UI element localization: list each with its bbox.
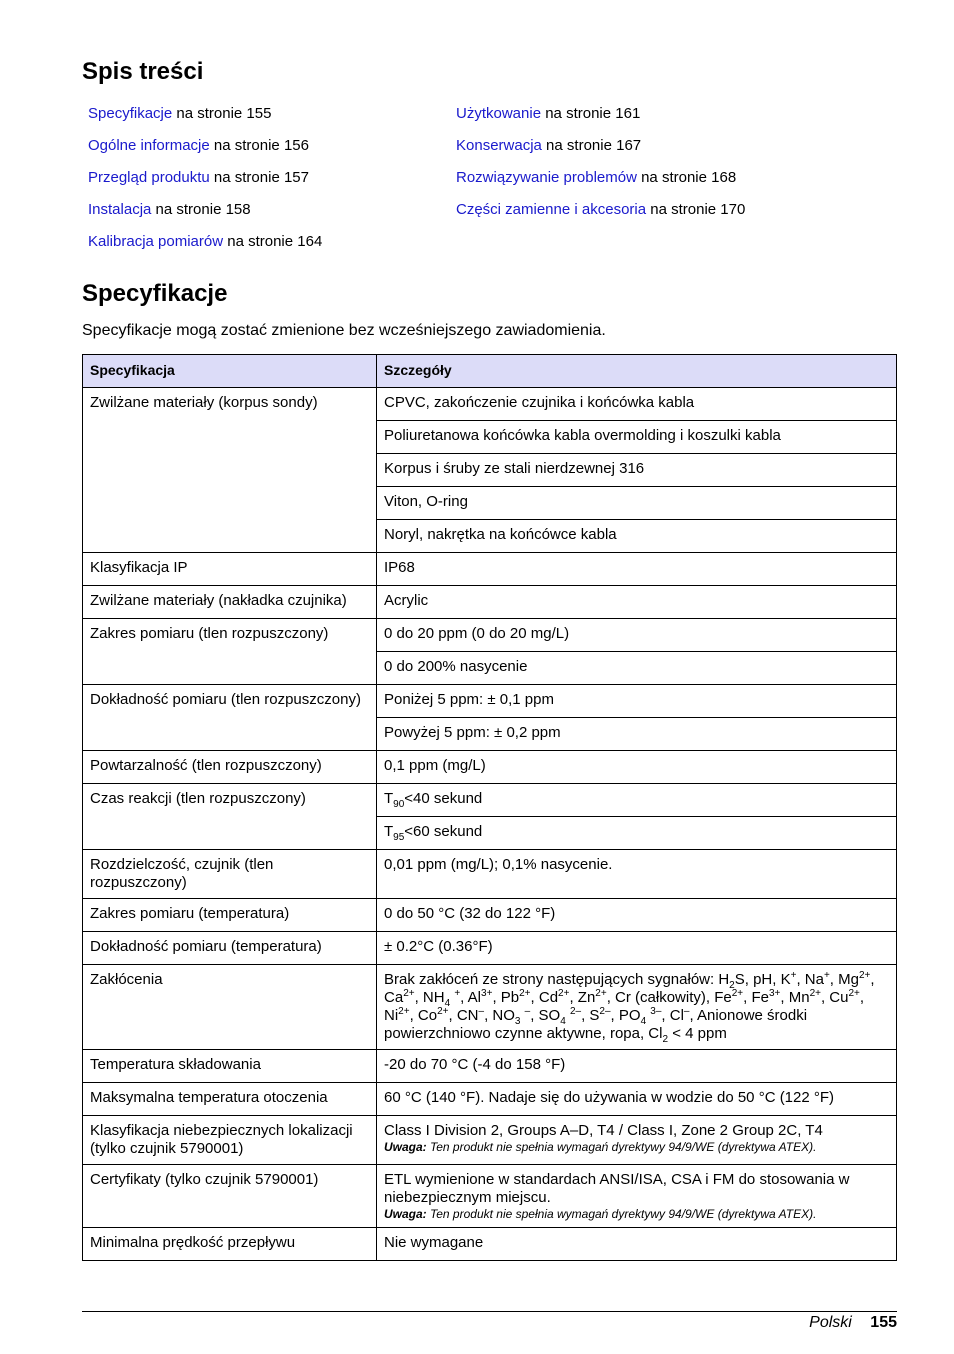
footer-language: Polski xyxy=(809,1314,852,1331)
spec-detail-text: Powyżej 5 ppm: ± 0,2 ppm xyxy=(384,724,561,741)
spec-name-cell: Temperatura składowania xyxy=(83,1050,377,1083)
spec-detail-text: Noryl, nakrętka na końcówce kabla xyxy=(384,526,617,543)
table-row xyxy=(83,586,897,619)
toc-column-right xyxy=(456,104,745,232)
toc-item xyxy=(456,136,745,168)
toc-page-ref: na stronie 168 xyxy=(636,169,737,186)
spec-detail-text: 60 °C (140 °F). Nadaje się do używania w wodzie do 50 °C (122 °F) xyxy=(384,1089,835,1106)
table-row xyxy=(83,850,897,899)
spec-name-cell: Zakres pomiaru (temperatura) xyxy=(83,899,377,932)
spec-name-cell: Zwilżane materiały (nakładka czujnika) xyxy=(83,586,377,619)
table-header-row xyxy=(83,355,897,388)
toc-link[interactable]: Specyfikacje xyxy=(88,105,173,122)
spec-detail-text: Korpus i śruby ze stali nierdzewnej 316 xyxy=(384,460,645,477)
spec-detail-text: CPVC, zakończenie czujnika i końcówka kabla xyxy=(384,394,695,411)
toc-page-ref: na stronie 156 xyxy=(209,137,309,154)
spec-detail-text: Poliuretanowa końcówka kabla overmolding i koszulki kabla xyxy=(384,427,781,444)
table-row xyxy=(83,932,897,965)
spec-detail-text: Class I Division 2, Groups A–D, T4 / Class I, Zone 2 Group 2C, T4 xyxy=(384,1122,823,1139)
spec-detail-cell xyxy=(377,965,897,1050)
spec-name-cell: Klasyfikacja niebezpiecznych lokalizacji (tylko czujnik 5790001) xyxy=(83,1116,377,1165)
toc-item xyxy=(88,104,322,136)
note: Uwaga: Ten produkt nie spełnia wymagań dyrektywy 94/9/WE (dyrektywa ATEX). xyxy=(384,1207,817,1221)
table-row xyxy=(83,619,897,652)
spec-detail-cell xyxy=(377,718,897,751)
spec-table-body xyxy=(83,388,897,1261)
toc-link[interactable]: Instalacja xyxy=(88,201,152,218)
table-row xyxy=(83,1050,897,1083)
spec-name-cell: Dokładność pomiaru (tlen rozpuszczony) xyxy=(83,685,377,751)
spec-detail-cell xyxy=(377,652,897,685)
toc-page-ref: na stronie 157 xyxy=(209,169,309,186)
table-row xyxy=(83,751,897,784)
spec-name-cell: Zwilżane materiały (korpus sondy) xyxy=(83,388,377,553)
spec-detail-cell xyxy=(377,619,897,652)
spec-detail-cell xyxy=(377,586,897,619)
spec-detail-text: Brak zakłóceń ze strony następujących sygnałów: $H_2S$, pH, K+, Na+, $Mg^{2+}$, $Ca^{2+}$, $NH_4$ +, $Al^{3+}$, $Pb^{2+}$, $Cd^{2+}$, $Zn^{2+}$, Cr (całkowity), $Fe^{2+}$, $Fe^{3+}$, $Mn^{2+}$, $Cu^{2+}$, $Ni^{2+}$, $Co^{2+}$, CN–, $NO_3$ –, $SO_4$ $^{2-}$, $S^{2-}$, $PO_4$ $^{3-}$, Cl–, Anionowe środki powierzchniowo czynne aktywne, ropa, $Cl_2 < 4$ ppm xyxy=(384,970,875,1045)
intro-text: Specyfikacje mogą zostać zmienione bez wcześniejszego zawiadomienia. xyxy=(82,322,606,339)
toc-item xyxy=(88,232,322,264)
toc-column-left xyxy=(88,104,322,264)
spec-detail-text: 0 do 20 ppm (0 do 20 mg/L) xyxy=(384,625,570,642)
toc-link[interactable]: Ogólne informacje xyxy=(88,137,210,154)
spec-detail-cell xyxy=(377,487,897,520)
table-row xyxy=(83,553,897,586)
spec-detail-text: Viton, O-ring xyxy=(384,493,468,510)
toc-item xyxy=(456,168,745,200)
table-row xyxy=(83,1165,897,1228)
spec-detail-cell xyxy=(377,1083,897,1116)
spec-detail-cell xyxy=(377,899,897,932)
spec-detail-text: 0,01 ppm (mg/L); 0,1% nasycenie. xyxy=(384,856,613,873)
footer-divider xyxy=(82,1311,897,1312)
toc-link[interactable]: Rozwiązywanie problemów xyxy=(456,169,637,186)
spec-name-cell: Certyfikaty (tylko czujnik 5790001) xyxy=(83,1165,377,1228)
table-row xyxy=(83,1083,897,1116)
spec-name-cell: Klasyfikacja IP xyxy=(83,553,377,586)
toc-item xyxy=(88,168,322,200)
table-row xyxy=(83,1116,897,1165)
section-title: Specyfikacje xyxy=(82,280,228,307)
spec-detail-text: IP68 xyxy=(384,559,415,576)
table-row xyxy=(83,685,897,718)
toc-link[interactable]: Kalibracja pomiarów xyxy=(88,233,224,250)
spec-detail-cell xyxy=(377,1050,897,1083)
spec-detail-cell xyxy=(377,850,897,899)
spec-detail-cell xyxy=(377,784,897,817)
spec-detail-cell xyxy=(377,421,897,454)
spec-detail-text: $T_{90}<40$ sekund xyxy=(384,790,483,810)
toc-page-ref: na stronie 167 xyxy=(541,137,642,154)
spec-detail-cell xyxy=(377,454,897,487)
spec-name-cell: Minimalna prędkość przepływu xyxy=(83,1228,377,1261)
spec-detail-text: 0 do 50 °C (32 do 122 °F) xyxy=(384,905,556,922)
spec-detail-text: 0,1 ppm (mg/L) xyxy=(384,757,486,774)
table-row xyxy=(83,1228,897,1261)
spec-detail-cell xyxy=(377,388,897,421)
spec-detail-text: -20 do 70 °C (-4 do 158 °F) xyxy=(384,1056,566,1073)
footer xyxy=(809,1314,897,1332)
toc-page-ref: na stronie 164 xyxy=(223,233,323,250)
spec-detail-cell xyxy=(377,1165,897,1228)
spec-detail-cell xyxy=(377,1116,897,1165)
spec-name-cell: Rozdzielczość, czujnik (tlen rozpuszczony) xyxy=(83,850,377,899)
spec-detail-cell xyxy=(377,685,897,718)
table-row xyxy=(83,965,897,1050)
spec-detail-cell xyxy=(377,1228,897,1261)
table-row xyxy=(83,899,897,932)
spec-detail-text: 0 do 200% nasycenie xyxy=(384,658,528,675)
toc-title: Spis treści xyxy=(82,58,204,85)
toc-item xyxy=(88,200,322,232)
spec-name-cell: Powtarzalność (tlen rozpuszczony) xyxy=(83,751,377,784)
toc-item xyxy=(456,200,745,232)
page-number: 155 xyxy=(870,1314,897,1331)
spec-detail-cell xyxy=(377,520,897,553)
spec-detail-cell xyxy=(377,817,897,850)
spec-detail-text: Poniżej 5 ppm: ± 0,1 ppm xyxy=(384,691,554,708)
header-spec: Specyfikacja xyxy=(83,355,377,388)
note: Uwaga: Ten produkt nie spełnia wymagań dyrektywy 94/9/WE (dyrektywa ATEX). xyxy=(384,1140,817,1154)
spec-detail-text: Nie wymagane xyxy=(384,1234,484,1251)
spec-detail-text: $T_{95}<60$ sekund xyxy=(384,823,483,843)
spec-name-cell: Maksymalna temperatura otoczenia xyxy=(83,1083,377,1116)
table-row xyxy=(83,784,897,817)
toc-item xyxy=(88,136,322,168)
spec-name-cell: Zakres pomiaru (tlen rozpuszczony) xyxy=(83,619,377,685)
spec-table xyxy=(82,354,897,1261)
toc-link[interactable]: Przegląd produktu xyxy=(88,169,210,186)
toc-link[interactable]: Konserwacja xyxy=(456,137,542,154)
spec-detail-text: ± 0.2°C (0.36°F) xyxy=(384,938,493,955)
toc-page-ref: na stronie 158 xyxy=(151,201,251,218)
spec-detail-text: ETL wymienione w standardach ANSI/ISA, CSA i FM do stosowania w niebezpiecznym miejscu. xyxy=(384,1171,850,1206)
spec-detail-text: Acrylic xyxy=(384,592,429,609)
spec-detail-cell xyxy=(377,751,897,784)
toc-page-ref: na stronie 170 xyxy=(646,201,746,218)
table-row xyxy=(83,388,897,421)
toc-item xyxy=(456,104,745,136)
spec-name-cell: Zakłócenia xyxy=(83,965,377,1050)
header-details: Szczegóły xyxy=(377,355,897,388)
toc-page-ref: na stronie 155 xyxy=(172,105,272,122)
spec-detail-cell xyxy=(377,932,897,965)
toc-link[interactable]: Części zamienne i akcesoria xyxy=(456,201,647,218)
spec-detail-cell xyxy=(377,553,897,586)
toc-page-ref: na stronie 161 xyxy=(541,105,641,122)
spec-name-cell: Dokładność pomiaru (temperatura) xyxy=(83,932,377,965)
spec-name-cell: Czas reakcji (tlen rozpuszczony) xyxy=(83,784,377,850)
toc-link[interactable]: Użytkowanie xyxy=(456,105,542,122)
